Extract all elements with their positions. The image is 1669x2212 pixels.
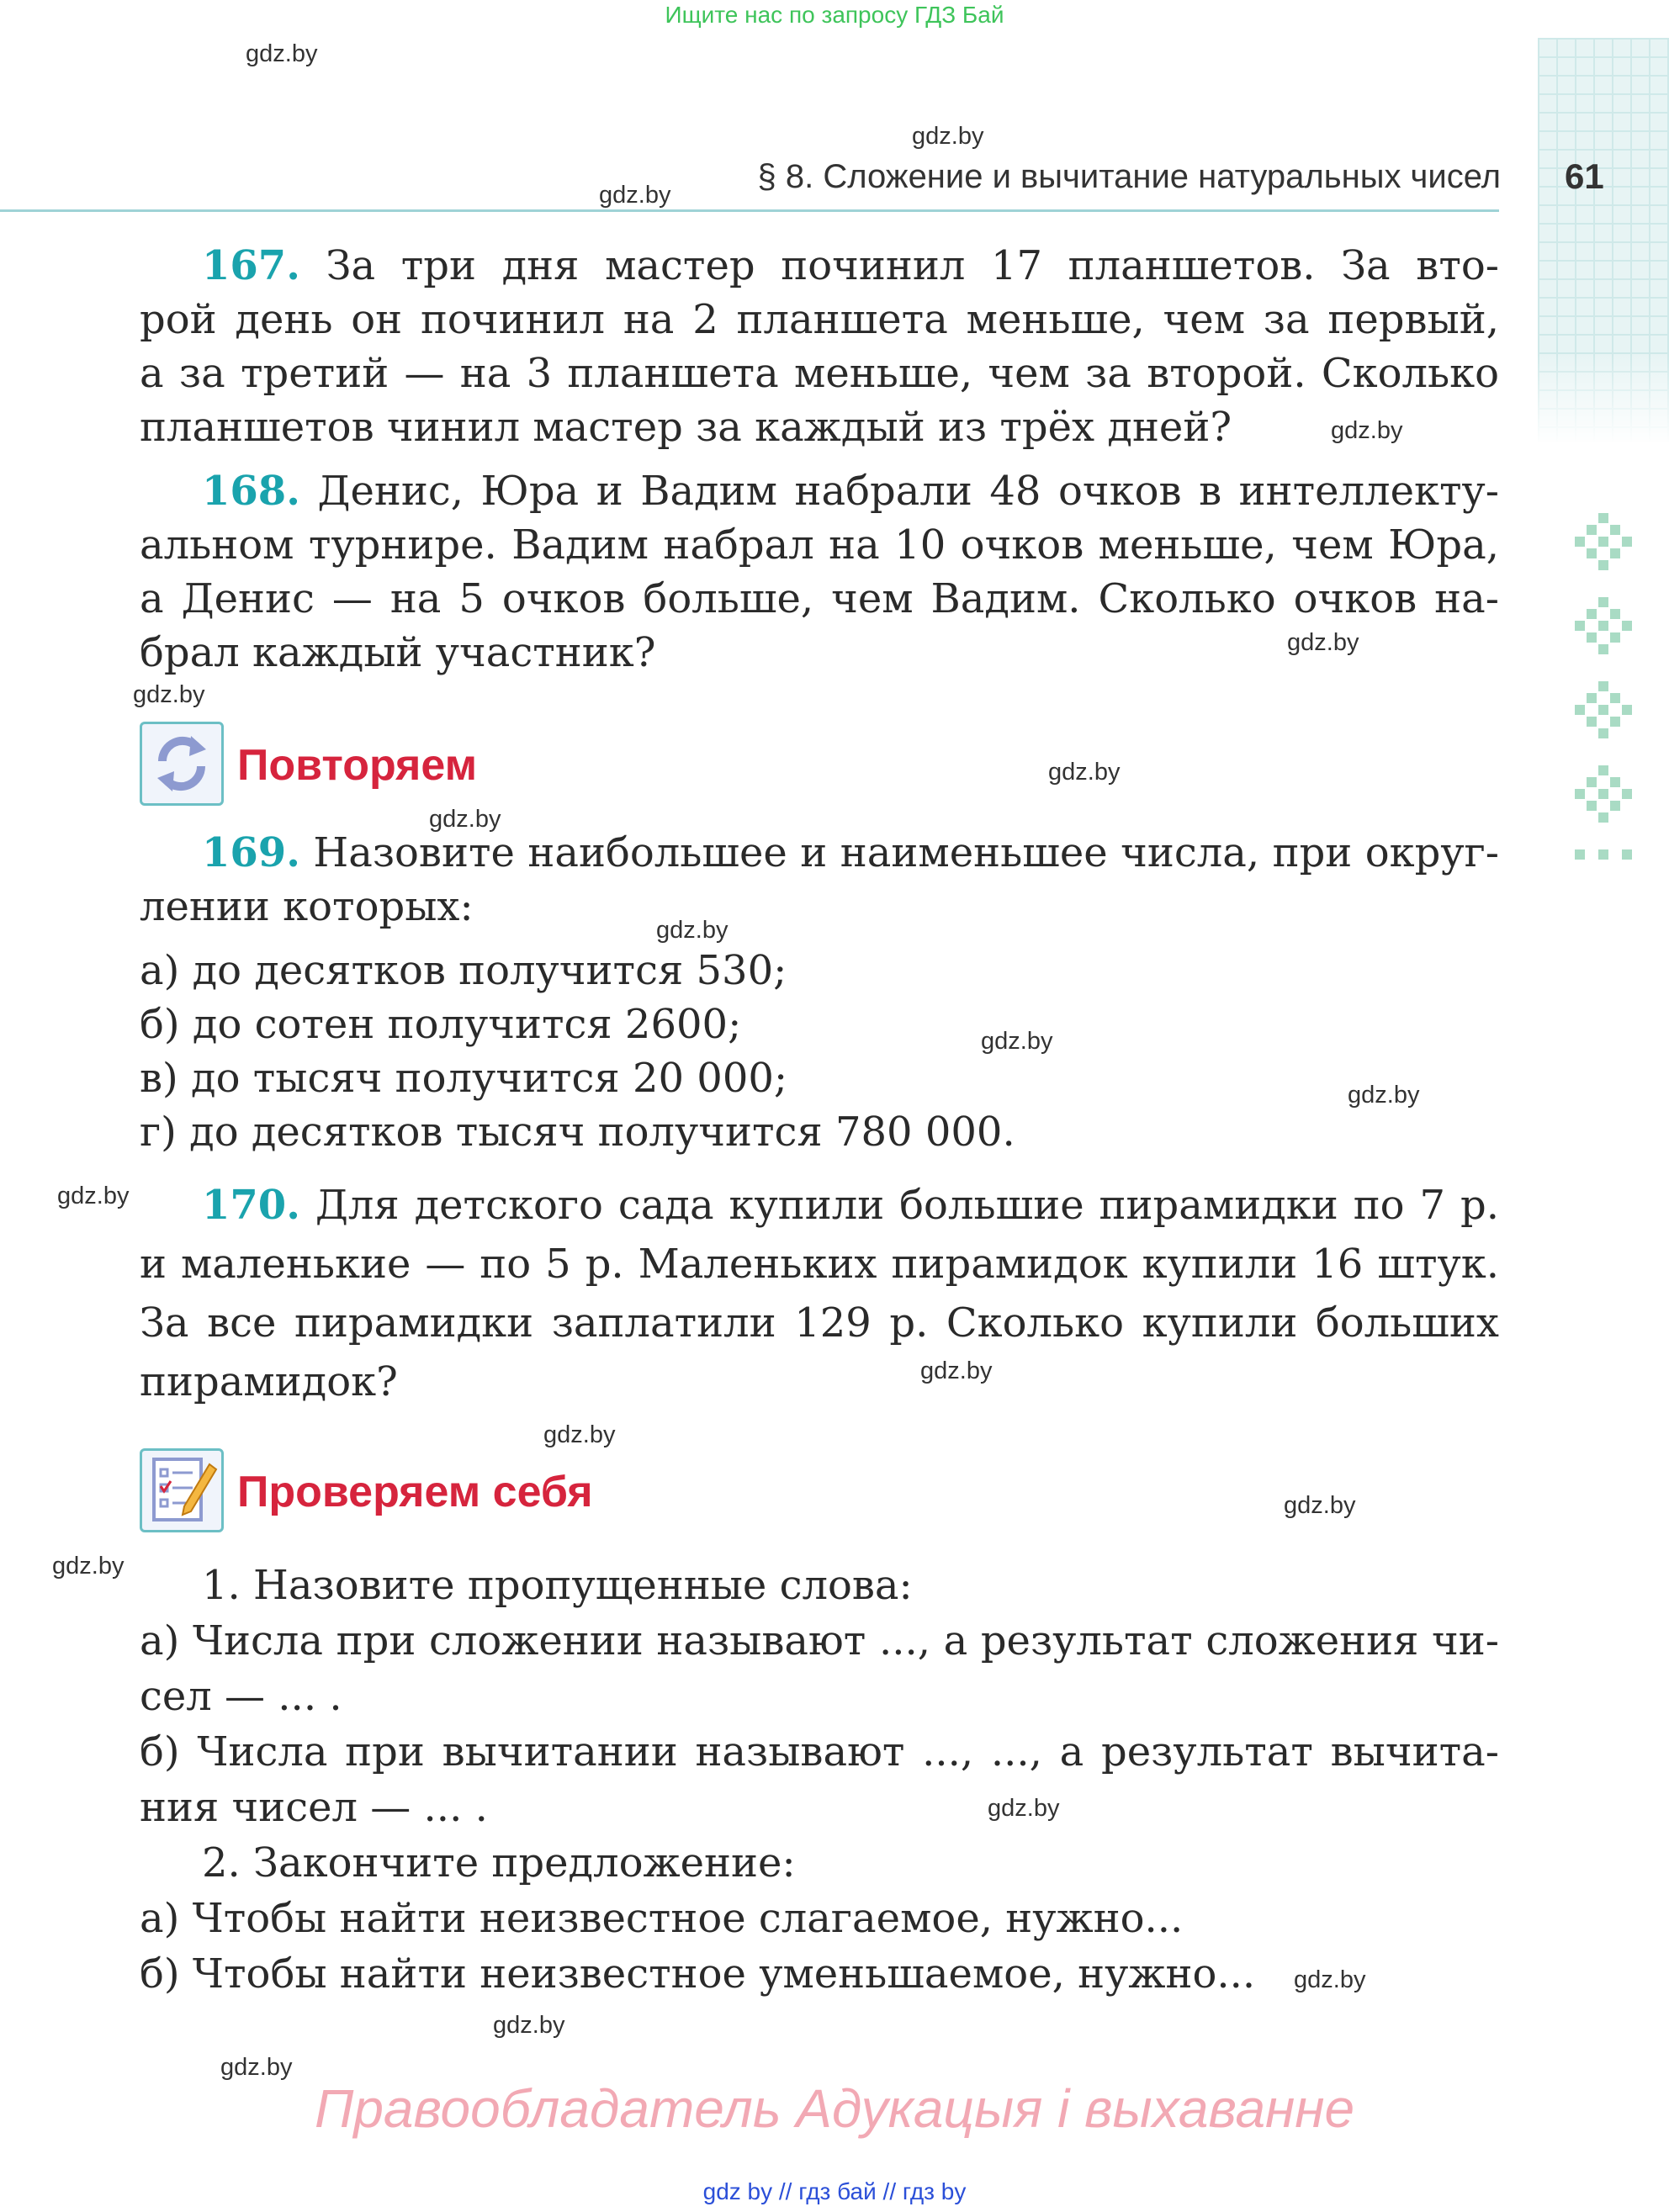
watermark: gdz.by (1348, 1082, 1420, 1109)
watermark: gdz.by (981, 1028, 1053, 1055)
question: 2. Закончите предложение: (202, 1839, 796, 1887)
list-item: а) до десятков получится 530; (140, 947, 787, 994)
top-banner: Ищите нас по запросу ГДЗ Бай (665, 2, 1004, 28)
watermark: gdz.by (246, 40, 318, 67)
heading-check: Проверяем себя (237, 1468, 593, 1516)
question-item: сел — ... . (140, 1673, 342, 1720)
checklist-pencil-icon (140, 1448, 224, 1532)
problem-169-items (140, 944, 1499, 1159)
heading-repeat: Повторяем (237, 741, 478, 790)
watermark: gdz.by (1287, 629, 1359, 656)
problem-line: а за третий — на 3 планшета меньше, чем за второй. Сколько (140, 350, 1499, 397)
watermark: gdz.by (220, 2054, 293, 2081)
list-item: г) до десятков тысяч получится 780 000. (140, 1109, 1015, 1156)
watermark: gdz.by (599, 182, 671, 209)
problem-line: Назовите наибольшее и наименьшее числа, при округ- (313, 829, 1499, 876)
watermark: gdz.by (920, 1357, 993, 1384)
problem-number: 169. (202, 829, 300, 876)
problem-line: Для детского сада купили большие пирамидки по 7 р. (315, 1182, 1499, 1229)
problem-167 (140, 239, 1499, 454)
side-grid-fade (1538, 353, 1669, 446)
ornament-icon (1561, 505, 1645, 892)
problem-line: брал каждый участник? (140, 629, 656, 676)
problem-number: 167. (202, 242, 300, 289)
problem-line: рой день он починил на 2 планшета меньше, чем за первый, (140, 296, 1499, 343)
header-rule (0, 209, 1499, 212)
question-item: ния чисел — ... . (140, 1784, 488, 1831)
question: 1. Назовите пропущенные слова: (202, 1562, 913, 1609)
problem-line: лении которых: (140, 883, 474, 930)
problem-169 (140, 826, 1499, 934)
list-item: б) до сотен получится 2600; (140, 1001, 742, 1048)
copyright-owner: Правообладатель Адукацыя і выхаванне (314, 2078, 1355, 2139)
watermark: gdz.by (429, 806, 501, 833)
problem-line: планшетов чинил мастер за каждый из трёх дней? (140, 404, 1232, 451)
problem-number: 168. (202, 468, 300, 515)
problem-line: и маленькие — по 5 р. Маленьких пирамидок купили 16 штук. (140, 1241, 1499, 1288)
watermark: gdz.by (493, 2012, 565, 2039)
watermark: gdz.by (1048, 759, 1121, 786)
ornament-diamond-1 (1575, 513, 1632, 570)
list-item: в) до тысяч получится 20 000; (140, 1055, 788, 1102)
problem-line: а Денис — на 5 очков больше, чем Вадим. Сколько очков на- (140, 575, 1499, 622)
page-number: 61 (1565, 156, 1604, 196)
problem-line: пирамидок? (140, 1358, 398, 1405)
question-item: б) Чтобы найти неизвестное уменьшаемое, нужно... (140, 1950, 1256, 1998)
watermark: gdz.by (988, 1795, 1060, 1822)
watermark: gdz.by (133, 681, 205, 708)
repeat-arrows-icon (140, 722, 224, 806)
problem-line: За все пирамидки заплатили 129 р. Сколько купили больших (140, 1299, 1499, 1347)
footer-links[interactable]: gdz by // гдз бай // гдз by (702, 2178, 967, 2204)
problem-line: Денис, Юра и Вадим набрали 48 очков в интеллекту- (317, 468, 1499, 515)
watermark: gdz.by (1284, 1492, 1356, 1519)
watermark: gdz.by (57, 1183, 130, 1209)
watermark: gdz.by (1331, 417, 1403, 444)
question-item: б) Числа при вычитании называют ..., ..., а результат вычита- (140, 1728, 1499, 1775)
problem-line: За три дня мастер починил 17 планшетов. За вто- (326, 242, 1499, 289)
watermark: gdz.by (52, 1553, 125, 1580)
watermark: gdz.by (1294, 1966, 1366, 1993)
watermark: gdz.by (912, 123, 984, 150)
watermark: gdz.by (656, 917, 729, 944)
problem-170 (140, 1176, 1499, 1411)
question-item: а) Чтобы найти неизвестное слагаемое, нужно... (140, 1895, 1184, 1942)
section-title: § 8. Сложение и вычитание натуральных чисел (757, 158, 1501, 195)
question-item: а) Числа при сложении называют ..., а результат сложения чи- (140, 1617, 1499, 1664)
watermark: gdz.by (543, 1421, 616, 1448)
problem-number: 170. (202, 1182, 300, 1229)
self-check (140, 1558, 1499, 2002)
problem-line: альном турнире. Вадим набрал на 10 очков меньше, чем Юра, (140, 521, 1499, 569)
